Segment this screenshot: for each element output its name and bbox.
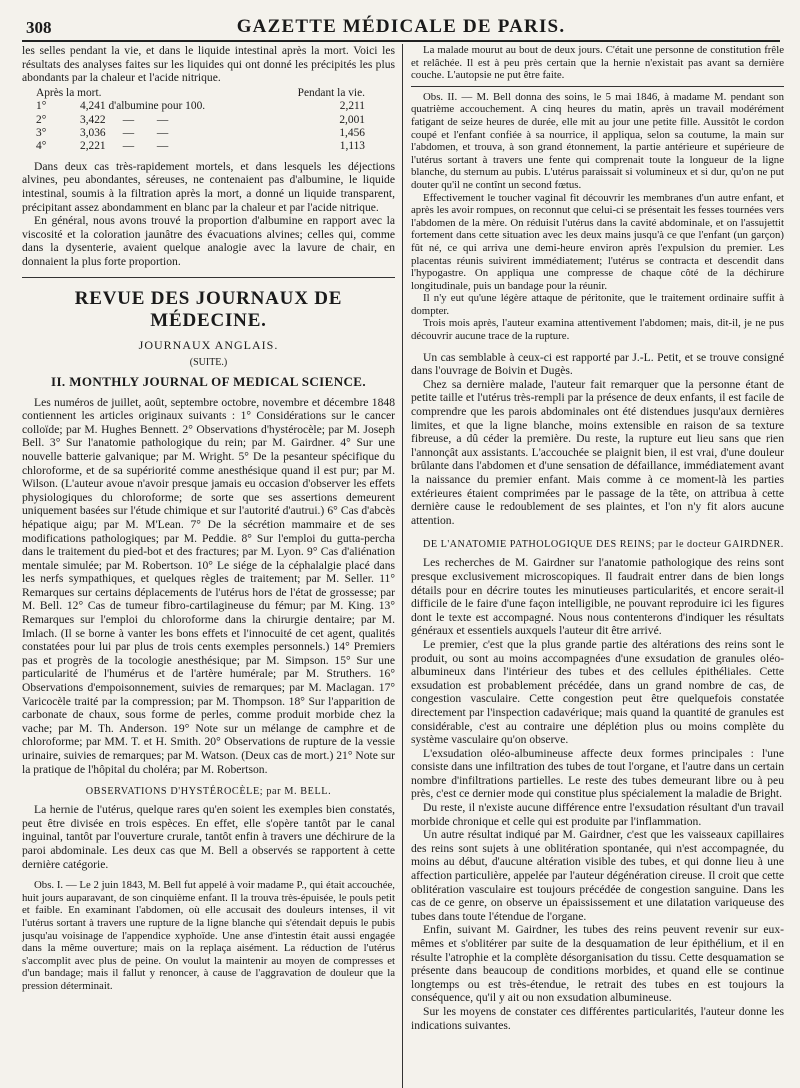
table-header-during: Pendant la vie. (297, 86, 365, 99)
premier-paragraph: Le premier, c'est que la plus grande partie des altérations des reins sont le produit, ou sont au moins accompagnées d'une exsudation de granules oléo-albumineux dans l'intérieur des tubes et des cellules épithéliales. Cette exsudation est probablement précédée, dans un grand nombre de cas, de congestion vasculaire. Cette congestion peut être quelquefois constatée directement par l'inspection cadavérique; mais quand la quantité de granules est considérable, c'est au contraire une déplétion plus ou moins complète du système vasculaire qu'on observe. (411, 637, 784, 747)
section-divider (22, 277, 395, 278)
section-subtitle: JOURNAUX ANGLAIS. (138, 337, 279, 352)
table-cell-after: 2,221 — — (80, 140, 169, 153)
obs1-paragraph: Obs. I. — Le 2 juin 1843, M. Bell fut appelé à voir madame P., qui était accouchée, huit jours auparavant, de son cinquième enfant. Il la trouva très-épuisée, le pouls petit et faible. En examinant l'abdomen, où elle accusait des douleurs intenses, il vit l'utérus sortant à travers une rupture de la ligne blanche qui s'étendait depuis le pubis jusqu'au voisinage de l'appendice xyphoïde. Une anse d'intestin était aussi engagée dans la même ouverture; mais on la replaça aisément. La réduction de l'utérus s'accomplit avec plus de peine. On voulut la maintenir au moyen de compresses et d'un bandage; mais il fallut y renoncer, à cause de l'aggravation de douleur que la pression déterminait. (22, 879, 395, 992)
chez-paragraph: Chez sa dernière malade, l'auteur fait remarquer que la personne étant de petite taille et l'utérus très-rempli par la présence de deux enfants, il est facile de comprendre que les parois abdominales ont été distendues jusqu'aux dernières limites, et que la ligne blanche, moins extensible en raison de sa texture fibreuse, a dû céder la première. Du reste, la rupture eut lieu sans que rien l'annonçât aux assistants. L'accouchée se plaignit bien, il est vrai, d'une douleur brûlante dans l'abdomen et d'une sensation de défaillance, immédiatement avant la naissance du premier enfant. Mais comme à ce moment-là les parties extérieures étaient comprimées par le passage de la tête, on attribua à cette dernière cause le redoublement de ses plaintes, et l'on n'y fit alors aucune attention. (411, 377, 784, 527)
table-row (22, 100, 395, 113)
trois-mois-paragraph: Trois mois après, l'auteur examina attentivement l'abdomen; mais, dit-il, je ne pus découvrir aucune trace de la rupture. (411, 317, 784, 343)
table-header-row (22, 87, 395, 100)
cases-paragraph: Dans deux cas très-rapidement mortels, et dans lesquels les déjections alvines, peu abondantes, séreuses, ne contenaient pas d'albumine, le liquide intestinal, soumis à la filtration après la mort, a donné un liquide transparent, précipitant assez abondamment en blanc par la chaleur et par l'acide nitrique. (22, 159, 395, 214)
journal-heading: II. MONTHLY JOURNAL OF MEDICAL SCIENCE. (50, 373, 366, 389)
table-cell-number: 3° (36, 127, 47, 139)
table-cell-number: 1° (36, 100, 47, 113)
right-column (411, 44, 784, 1032)
columns (22, 44, 782, 1088)
table-cell-during: 2,211 (339, 100, 365, 113)
autre-paragraph: Un autre résultat indiqué par M. Gairdner, c'est que les vaisseaux capillaires des reins sont sujets à une oblitération spontanée, qui n'est accompagnée, du moins au début, d'aucune altération visible des tubes, et qui donne lieu à une affection particulière, appelée par l'auteur dégénération cireuse. Il croit que cette oblitération vasculaire est toujours précédée de congestion sanguine. Dans les cas de ce genre, on observe un épaississement et une dilatation variqueuse des tubes dans toute l'étendue de l'organe. (411, 828, 784, 923)
table-cell-number: 2° (36, 113, 47, 126)
left-column (22, 44, 395, 993)
petit-paragraph: Un cas semblable à ceux-ci est rapporté par J.-L. Petit, et se trouve consigné dans l'ouvrage de Boivin et Dugès. (411, 350, 784, 378)
table-header-after: Après la mort. (36, 86, 102, 99)
peritonite-paragraph: Il n'y eut qu'une légère attaque de péritonite, que le traitement ordinaire suffit à dompter. (411, 292, 784, 317)
obs1-continued-paragraph: La malade mourut au bout de deux jours. C'était une personne de constitution frêle et relâchée. Il est à peu près certain que la hernie n'existait pas avant sa dernière couche. L'autopsie ne put être faite. (411, 44, 784, 82)
enfin-paragraph: Enfin, suivant M. Gairdner, les tubes des reins peuvent revenir sur eux-mêmes et s'oblitérer par suite de la desquamation de leur épithélium, et il en résulte l'atrophie et la complète désorganisation du tissu. Cette desquamation se présente dans beaucoup de conditions morbides, et quand elle se continue longtemps ou est très-étendue, le retrait des tubes en est toujours la conséquence, qu'il y ait ou non exsudation albumineuse. (411, 923, 784, 1005)
intro-paragraph: les selles pendant la vie, et dans le liquide intestinal après la mort. Voici les résultats des analyses faites sur les liquides qui ont donné les précipités les plus abondants par la chaleur et l'acide nitrique. (22, 44, 395, 85)
table-cell-after: 3,036 — — (80, 127, 169, 139)
observations-title: OBSERVATIONS D'HYSTÉROCÈLE; par M. BELL. (85, 786, 332, 798)
table-row (22, 127, 395, 140)
table-cell-during: 1,113 (339, 140, 365, 153)
table-row (22, 114, 395, 127)
hernie-paragraph: La hernie de l'utérus, quelque rares qu'en soient les exemples bien constatés, peut être divisée en trois espèces. En effet, elle s'opère tantôt par le canal inguinal, tantôt par l'ouverture crurale, tantôt enfin à travers une déchirure de la paroi abdominale. Les deux cas que M. Bell a observés se rapportent à cette dernière catégorie. (22, 803, 395, 871)
reste-paragraph: Du reste, il n'existe aucune différence entre l'exsudation résultant d'un travail morbide chronique et celle qui est produite par l'inflammation. (411, 801, 784, 828)
spacer (411, 343, 784, 351)
anatomie-title: DE L'ANATOMIE PATHOLOGIQUE DES REINS; par le docteur GAIRDNER. (423, 539, 784, 551)
table-cell-after: 4,241 d'albumine pour 100. (80, 100, 206, 113)
table-row (22, 140, 395, 153)
obs2-paragraph: Obs. II. — M. Bell donna des soins, le 5 mai 1846, à madame M. pendant son quatrième accouchement. A cinq heures du matin, après un travail modérément fatigant de seize heures de durée, elle mit au jour une petite fille. Aussitôt le cordon coupé et l'enfant confiée à sa nourrice, il appliqua, selon sa coutume, la main sur l'abdomen, et trouva, à son grand étonnement, la partie antérieure et supérieure de l'utérus sortant à travers une fente qui comprenait toute la longueur de la ligne blanche, du sternum au pubis. L'utérus paraissait si volumineux et si dur, qu'on ne put douter qu'il ne contînt un second fœtus. (411, 90, 784, 191)
journal-title: GAZETTE MÉDICALE DE PARIS. (236, 16, 566, 37)
section-suite: (SUITE.) (189, 356, 228, 368)
table-cell-number: 4° (36, 140, 47, 153)
effectivement-paragraph: Effectivement le toucher vaginal fit découvrir les membranes d'un autre enfant, et après les avoir rompues, on reconnut que celui-ci se présentait les fesses tournées vers l'abdomen de la mère. On réduisit l'utérus dans la cavité abdominale, et on l'assujettit fortement dans cette situation avec les deux mains jusqu'à ce que l'enfant (un garçon) fût né, ce qui arriva une demi-heure environ après l'expulsion du premier. Les placentas réunis suivirent immédiatement; l'utérus se contracta et descendit dans l'hypogastre. On appliqua une compresse de chaque côté de la déchirure longitudinale, puis un bandage pour la réunir. (411, 191, 784, 292)
general-paragraph: En général, nous avons trouvé la proportion d'albumine en rapport avec la viscosité et la coloration jaunâtre des évacuations alvines; celles qui, comme dans la dysenterie, avaient quelque analogie avec la lavure de chair, en donnaient la plus forte proportion. (22, 214, 395, 268)
table-cell-during: 2,001 (339, 113, 365, 126)
moyens-paragraph: Sur les moyens de constater ces différentes particularités, l'auteur donne les indications suivantes. (411, 1004, 784, 1032)
recherches-paragraph: Les recherches de M. Gairdner sur l'anatomie pathologique des reins sont presque exclusivement microscopiques. Il faudrait entrer dans de bien longs détails pour en décrire toutes les minutieuses particularités, et encore serait-il difficile de le faire d'une façon intelligible, ne pouvant reproduire ici les figures dont le texte est accompagné. Nous nous contenterons d'indiquer les résultats généraux et essentiels auxquels l'auteur dit être arrivé. (411, 556, 784, 638)
journal-contents-paragraph: Les numéros de juillet, août, septembre octobre, novembre et décembre 1848 contiennent les articles originaux suivants : 1° Considérations sur le cancer colloïde; par M. Hughes Bennett. 2° Observations d'hystérocèle; par M. Joseph Bell. 3° Sur l'anatomie pathologique du rein; par M. Gairdner. 4° Sur une nouvelle batterie galvanique; par M. Wright. 5° De la pesanteur spécifique du chloroforme, et de sa supériorité comme anesthésique quand il est pur; par M. Wilson. (L'auteur avoue n'avoir presque jamais eu occasion d'observer les effets physiologiques du chloroforme; de sorte que ses assertions demeurent uniquement basées sur l'étude chimique et sur l'autorité d'autrui.) 6° Cas d'abcès hépatique aigu; par M. M'Lean. 7° De la sécrétion mammaire et de ses modifications pathologiques; par M. Peddie. 8° Sur l'emploi du gutta-percha dans le traitement du pied-bot et des fractures; par M. Lyon. 9° Cas d'aliénation mentale simulée; par M. Robertson. 10° Le siége de la céphalalgie placé dans les nerfs sympathiques, et quelques règles de traitement; par M. Seller. 11° Remarques sur certains déplacements de l'utérus hors de l'état de grossesse; par M. Bell. 12° Cas de tumeur fibro-cartilagineuse du fémur; par M. King. 13° Remarques sur l'emploi du chloroforme dans la chirurgie dentaire; par M. Imlach. (Il se borne à vanter les bons effets et l'innocuité de cet agent, qualités constatées pour lui par plus de trois cents exemples personnels.) 14° Premiers pas et progrès de la tocologie anesthésique; par M. Simpson. 15° Sur une particularité de l'humérus et de l'artère humérale; par M. Struthers. 16° Observations d'empoisonnement, suivies de remarques; par M. Maclagan. 17° Varicocèle traité par la compression; par M. Thompson. 18° Sur l'apparition de carbonate de chaux, sous forme de perles, comme produit morbide chez la vache; par M. Th. Anderson. 19° Note sur un mélange de camphre et de chloroforme; par MM. T. et H. Smith. 20° Observations de rupture de la vessie urinaire, suivies de remarques; par M. Watson. (Deux cas de mort.) 21° Note sur la pratique de l'hôpital du choléra; par M. Robertson. (22, 395, 395, 776)
section-title: REVUE DES JOURNAUX DE MÉDECINE. (74, 287, 343, 331)
rule-divider (411, 86, 784, 87)
page-number: 308 (26, 18, 52, 37)
column-rule (402, 44, 403, 1088)
table-cell-during: 1,456 (339, 127, 365, 139)
exsudation-paragraph: L'exsudation oléo-albumineuse affecte deux formes principales : l'une consiste dans une infiltration des tubes de tout l'organe, et l'autre dans un certain nombre d'infiltrations partielles. Le reste des tubes demeurant libre ou à peu près, c'est ce dernier mode qui constitue plus spécialement la maladie de Bright. (411, 746, 784, 801)
table-cell-after: 3,422 — — (80, 113, 169, 126)
page-header (22, 14, 780, 42)
spacer (22, 871, 395, 879)
albumin-table (22, 87, 395, 154)
